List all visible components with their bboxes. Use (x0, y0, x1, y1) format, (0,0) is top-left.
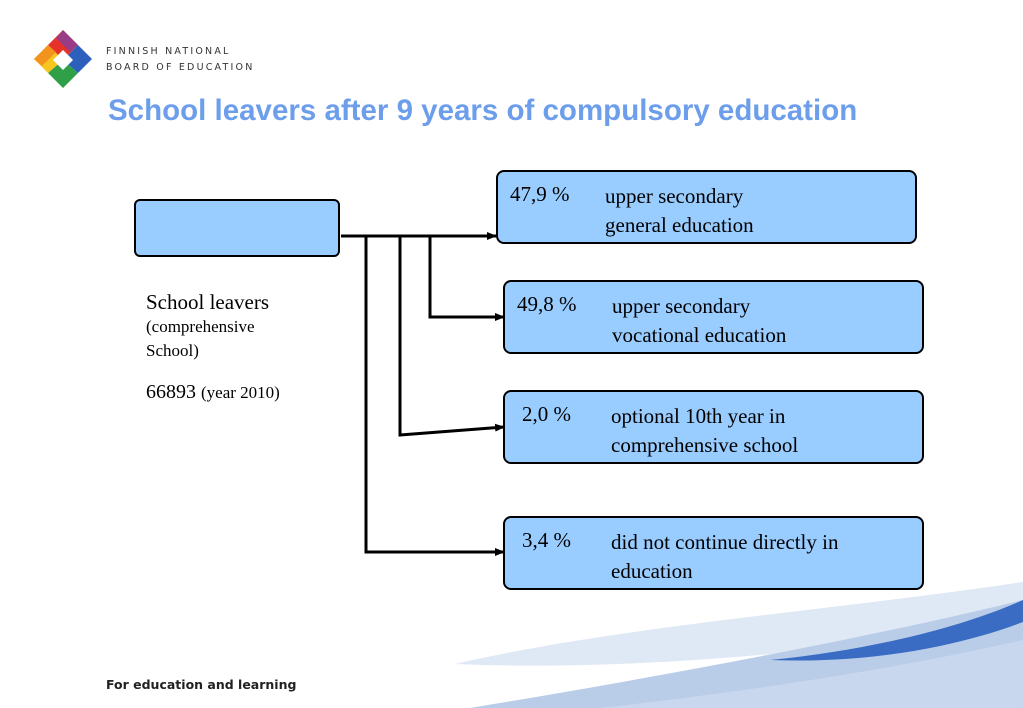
source-year: (year 2010) (201, 383, 280, 402)
outcome-line-1: upper secondary (605, 184, 744, 208)
outcome-percent: 47,9 % (510, 182, 570, 206)
page-title: School leavers after 9 years of compulsory education (108, 94, 858, 127)
source-total: 66893 (146, 381, 196, 403)
outcome-line-1: optional 10th year in (611, 404, 786, 428)
outcome-line-2: education (611, 559, 693, 583)
outcome-line-1: upper secondary (612, 294, 751, 318)
outcome-line-2: vocational education (612, 323, 787, 347)
footer-tagline: For education and learning (106, 677, 297, 692)
org-line-2: BOARD OF EDUCATION (106, 62, 255, 73)
outcome-line-2: comprehensive school (611, 433, 799, 457)
source-label: School leavers (146, 290, 270, 314)
outcome-line-2: general education (605, 213, 754, 237)
outcome-percent: 2,0 % (522, 402, 571, 426)
source-sublabel-2: School) (146, 341, 199, 360)
outcome-percent: 3,4 % (522, 528, 571, 552)
org-line-1: FINNISH NATIONAL (106, 46, 231, 57)
source-sublabel-1: (comprehensive (146, 317, 255, 336)
outcome-percent: 49,8 % (517, 292, 577, 316)
outcome-line-1: did not continue directly in (611, 530, 839, 554)
